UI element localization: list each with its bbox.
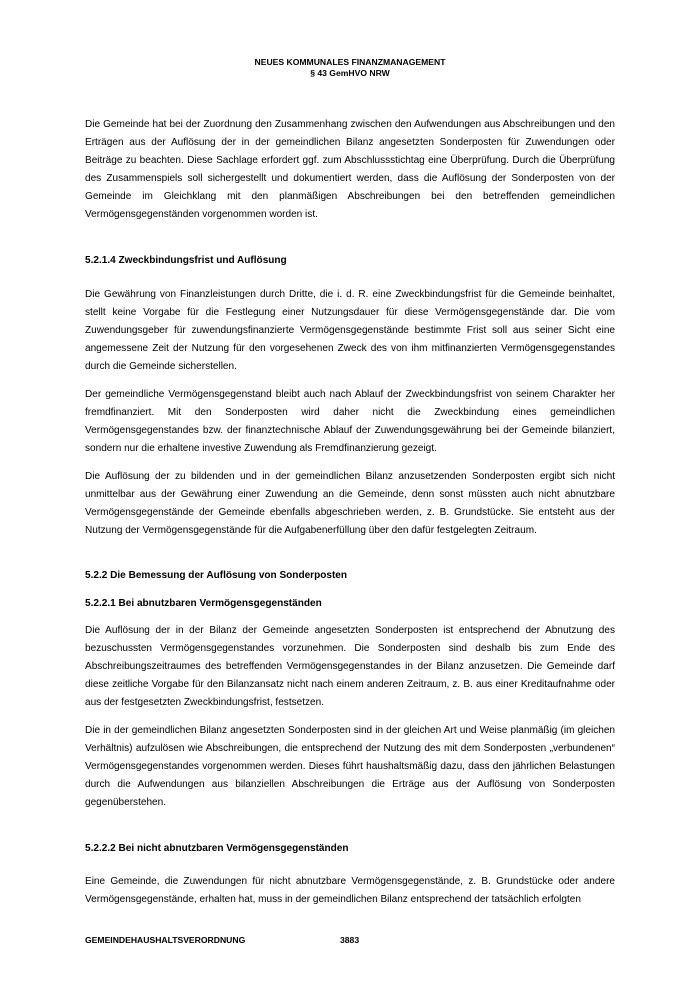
page-content: [85, 116, 615, 909]
paragraph-5-2-1-4-b: Der gemeindliche Vermögensgegenstand bleibt auch nach Ablauf der Zweckbindungsfrist von seinem Charakter her fremdfinanziert. Mit den Sonderposten wird daher nicht die Zweckbindung eines gemeindlichen Vermögensgegenstandes bzw. der finanztechnische Ablauf der Zuwendungsgewährung bei der Gemeinde bilanziert, sondern nur die erhaltene investive Zuwendung als Fremdfinanzierung gezeigt.: [85, 389, 615, 454]
page-number: 3883: [340, 935, 360, 945]
paragraph-5-2-2-2-a: Eine Gemeinde, die Zuwendungen für nicht abnutzbare Vermögensgegenstände, z. B. Grundstücke oder andere Vermögensgegenstände, erhalten hat, muss in der gemeindlichen Bilanz entsprechend der tatsächlich erfolgten: [85, 876, 615, 905]
intro-paragraph: Die Gemeinde hat bei der Zuordnung den Zusammenhang zwischen den Aufwendungen aus Abschreibungen und den Erträgen aus der Auflösung der in der gemeindlichen Bilanz angesetzten Sonderposten für Zuwendungen oder Beiträge zu beachten. Diese Sachlage erfordert ggf. zum Abschlussstichtag eine Überprüfung. Durch die Überprüfung des Zusammenspiels soll sichergestellt und dokumentiert werden, dass die Auflösung der Sonderposten von der Gemeinde im Gleichklang mit den planmäßigen Abschreibungen bei den betreffenden gemeindlichen Vermögensgegenständen vorgenommen worden ist.: [85, 119, 615, 220]
paragraph-5-2-1-4-a: Die Gewährung von Finanzleistungen durch Dritte, die i. d. R. eine Zweckbindungsfrist für die Gemeinde beinhaltet, stellt keine Vorgabe für die Festlegung einer Nutzungsdauer für diese Vermögensgegenstände dar. Die vom Zuwendungsgeber für zuwendungsfinanzierte Vermögensgegenstände bestimmte Frist soll aus seiner Sicht eine angemessene Zeit der Nutzung für den vorgesehenen Zweck des von ihm mitfinanzierten Vermögensgegenstandes durch die Gemeinde sicherstellen.: [85, 289, 615, 372]
header-title: NEUES KOMMUNALES FINANZMANAGEMENT: [254, 57, 446, 67]
page-header: [0, 57, 700, 79]
paragraph-5-2-2-1-a: Die Auflösung der in der Bilanz der Gemeinde angesetzten Sonderposten ist entsprechend der Abnutzung des bezuschussten Vermögensgegenstandes vorzunehmen. Die Sonderposten sind deshalb bis zum Ende des Abschreibungszeitraumes des betreffenden Vermögensgegenstandes in der Bilanz anzusetzen. Die Gemeinde darf diese zeitliche Vorgabe für den Bilanzansatz nicht nach einem anderen Zeitraum, z. B. aus einer Kreditaufnahme oder aus der festgesetzten Zweckbindungsfrist, festsetzen.: [85, 625, 615, 708]
page-footer: [85, 935, 360, 946]
paragraph-5-2-1-4-c: Die Auflösung der zu bildenden und in der gemeindlichen Bilanz anzusetzenden Sonderposten ergibt sich nicht unmittelbar aus der Gewährung einer Zuwendung an die Gemeinde, denn sonst müssten auch nicht abnutzbare Vermögensgegenstände der Gemeinde ebenfalls abgeschrieben werden, z. B. Grundstücke. Sie entsteht aus der Nutzung der Vermögensgegenstände für die Aufgabenerfüllung über den dafür festgelegten Zeitraum.: [85, 471, 615, 536]
heading-5-2-2: 5.2.2 Die Bemessung der Auflösung von Sonderposten: [85, 570, 348, 581]
heading-5-2-2-2: 5.2.2.2 Bei nicht abnutzbaren Vermögensgegenständen: [85, 843, 349, 854]
header-subtitle: § 43 GemHVO NRW: [310, 68, 390, 78]
heading-5-2-2-1: 5.2.2.1 Bei abnutzbaren Vermögensgegenständen: [85, 598, 322, 609]
heading-5-2-1-4: 5.2.1.4 Zweckbindungsfrist und Auflösung: [85, 255, 287, 266]
paragraph-5-2-2-1-b: Die in der gemeindlichen Bilanz angesetzten Sonderposten sind in der gleichen Art und Weise planmäßig (im gleichen Verhältnis) aufzulösen wie Abschreibungen, die entsprechend der Nutzung des mit dem Sonderposten „verbundenen“ Vermögensgegenstandes vorgenommen werden. Dieses führt haushaltsmäßig dazu, dass den jährlichen Belastungen durch die Aufwendungen aus bilanziellen Abschreibungen die Erträge aus der Auflösung von Sonderposten gegenüberstehen.: [85, 725, 615, 808]
footer-label: GEMEINDEHAUSHALTSVERORDNUNG: [85, 935, 246, 945]
